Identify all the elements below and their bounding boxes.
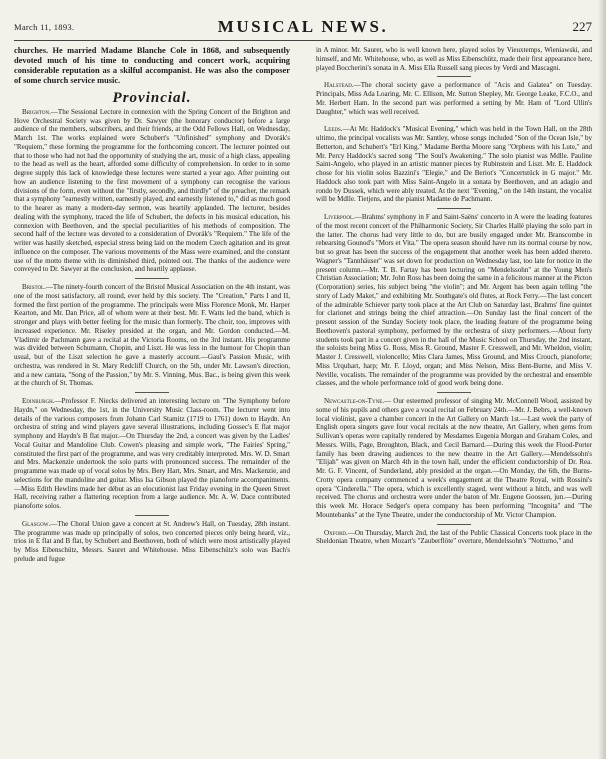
article-text: —The choral society gave a performance of "Acis and Galatea" on Tuesday. Principals, Miss Ada Loaring, Mr. C. Ellison, Mr. Sutton Shepley, Mr. George Leake, F.C.O., and Mr. Herbert Ham. In the second part was performed a setting by Mr. Ham of "Lord Ullin's Daughter," which was well received. — [316, 81, 592, 116]
left-column — [14, 46, 290, 565]
article-leeds — [316, 125, 592, 204]
article-oxford — [316, 529, 592, 547]
separator — [437, 208, 471, 209]
article-bristol — [14, 283, 290, 388]
article-text: —Professor F. Niecks delivered an interesting lecture on "The Symphony before Haydn," on Wednesday, the 1st, in the University Music Class-room. The lecturer went into details of the various composers from Johann Carl Stamitz (1719 to 1761) down to Haydn. An orchestra of string and wind players gave several illustrations, including Gossec's E flat major symphony and Haydn's B flat major.—On Thursday the 2nd, a concert was given by the Ladies' Vocal Guitar and Mandoline Club. Cowen's pleasing and simple work, "The Fairies' Spring," constituted the first part of the programme, and was very creditably interpreted. Mrs. W. D. Smart and Mrs. Mackenzie undertook the solo parts with pronounced success. The remainder of the programme was made up of vocal solos by Mrs. Bery Hart, Mrs. Smart, and Mrs. Mackenzie, and selections for the mandoline and guitar. Miss Isa Gibson played the pianoforte accompaniments.—Miss Edith Hewlins made her début as an elocutionist last Friday evening in the Queen Street Hall, receiving rather a flattering reception from a large audience. Mr. A. W. Dace contributed pianoforte solos. — [14, 397, 290, 510]
article-text: —At Mr. Haddock's "Musical Evening," which was held in the Town Hall, on the 28th ultimo, the principal vocalists was Mr. Santley, whose songs included "Son of the Ocean Isle," by Betterton, and Schubert's "Erl King." Madame Bertha Moore sang "Orpheus with his Lute," and Mr. Percy Haddock's sacred song "The Soul's Awakening." The solo pianist was Mdlle. Pauline Saint-Angelo, who played in an artistic manner pieces by Rubinstein and Liszt. Mr. E. Haddock chose for his violin solos Bazzini's "Elegie," and De Beriot's "Concertstück in G major." Mr. Haddock also took part with Miss Saint-Angelo in a sonata by Beethoven, and an adagio and rondo by Dussek, which were ably treated. At the next "Evening," on the 14th instant, the vocalist will be Mdlle. Tietjens, and the pianist Madame de Pachmann. — [316, 125, 592, 204]
article-text: —The Choral Union gave a concert at St. Andrew's Hall, on Tuesday, 28th instant. The programme was made up principally of solos, two concerted pieces only being heard, viz., trios in E flat and B flat, by Schubert and Beethoven, both of which were most artistically played by Miss Eibenschütz, Messrs. Sauret and Whitehouse. Miss Eibenschütz's solo was Bach's prelude and fugue — [14, 519, 290, 563]
separator — [135, 278, 169, 279]
article-text: —On Thursday, March 2nd, the last of the Public Classical Concerts took place in the Sheldonian Theatre, when Mozart's "Zauberflöte" overture, Mendelssohn's "Notturno," and — [316, 528, 592, 546]
article-halstead — [316, 81, 592, 116]
separator — [437, 120, 471, 121]
article-glasgow-continued: in A minor. Mr. Sauret, who is well known here, played solos by Vieuxtemps, Wieniawski, and himself, and Mr. Whitehouse, who, as well as Miss Eibenschütz, made their first appearance here, played Boccherini's sonata in A. Miss Ella Russell sang pieces by Verdi and Mascagni. — [316, 46, 592, 72]
separator — [135, 515, 169, 516]
place-name: Halstead. — [324, 81, 354, 90]
section-heading-provincial: Provincial. — [112, 90, 192, 106]
article-edinburgh — [14, 397, 290, 511]
place-name: Brighton. — [22, 107, 51, 116]
place-name: Bristol. — [22, 283, 46, 291]
article-newcastle — [316, 397, 592, 520]
issue-date: March 11, 1893. — [14, 22, 75, 32]
place-name: Newcastle-on-Tyne. — [324, 397, 385, 405]
article-text: —The Sessional Lecture in connexion with the Spring Concert of the Brighton and Hove Orchestral Society was given by Dr. Sawyer (the honorary conductor) before a large audience of the members, subscribers, and their friends, at the Odd Fellows Hall, on Wednesday, March 1st. The works explained were Schubert's "Unfinished" symphony and Dvorák's "Requiem," these forming the programme for the forthcoming concert. The lecturer pointed out that to those who had not had the opportunity of studying the art, music of a high class, appealing to the head as well as the heart, afforded some difficulty of comprehension. In order to in some degree supply this lack of knowledge these lectures were started a year ago. After pointing out how an audience listening to the first movement of a symphony can recognise the various divisions of the form, even without the "firstly, secondly, and thirdly" of the preacher, the remark that a symphony "earnestly written, earnestly played, and earnestly listened to," did as much good to the hearer as many a modern-day sermon, was heartily applauded. The lecturer, besides dealing with the symphony, traced the life of Schubert, the defects in his musical education, his connexion with Beethoven, and the special peculiarities of his methods of composition. The second half of the lecture was devoted to a consideration of Dvorák's "Requiem." The life of the writer was hastily sketched, especial stress being laid on the modern Czech agitation and its great influence on the composer. The various movements of the Mass were examined, and the constant use of the motto theme with its diminished third, pointed out. The thanks of the audience were conveyed to Dr. Sawyer at the conclusion, and heartily applause. — [14, 107, 291, 274]
article-text: —Brahms' symphony in F and Saint-Saëns' concerto in A were the leading features of the most recent concert of the Philharmonic Society, Sir Charles Hallé playing the solo part in the latter. The chorus had very little to do, but are busily engaged under Mr. Branscombe in rehearsing Gounod's "Mors et Vita." The opera season should have run its normal course by now, but so great has been the success of the engagement that another week has been added thereto. Wagner's "Tannhäuser" was set down for production on Wednesday last, too late for notice in the present column.—Mr. T. B. Fartay has been lecturing on "Mendelssohn" at the Young Men's Christian Association; Mr. John Ross has been doing the same in a felicitous manner at the Picton (Corporation) series, his subject being "the violin"; and Mr. Argent has been again telling "the story of Lady Maket," and exhibiting Mr. Southgate's old flutes, at Rock Ferry.—The last concert of the admirable Schiever party took place at the Art Club on Saturday last, Brahms' fine quintet for clarionet and strings being the chief attraction.—On Sunday last the final concert of the present session of the Sunday Society took place, the leading feature of the programme being Beethoven's pastoral symphony, performed by the orchestra of sixty performers.—About forty students took part in a concert given in the hall of the Music School on Thursday, the 2nd instant, the soloists being Miss G. Ross, Miss R. Ground, Master F. Cresswell, and Mr. Wheldon, violin; Master J. Cresswell, violoncello; Miss Clara James, Miss Ground, and Miss Crouch, pianoforte; Miss Urquhart, harp; Mr. F. Lloyd, organ; and Miss Nelson, Miss Bent-Burne, and Miss V. Neville, vocalists. The remainder of the programme was provided by the orchestral and ensemble classes, and the whole performance told of good work being done. — [316, 213, 592, 388]
article-brighton — [14, 108, 290, 274]
binding-shadow — [598, 0, 606, 759]
article-glasgow — [14, 520, 290, 564]
place-name: Oxford. — [324, 528, 348, 537]
place-name: Edinburgh. — [22, 397, 55, 405]
place-name: Glasgow. — [22, 519, 51, 528]
page-number: 227 — [572, 19, 592, 34]
obituary-ending: churches. He married Madame Blanche Cole in 1868, and subsequently devoted much of his time to conducting and concert work, acquiring considerable reputation as a skilful accompanist. He was also the composer of some church service music. — [14, 46, 290, 85]
separator — [437, 392, 471, 393]
place-name: Leeds. — [324, 125, 343, 134]
article-text: —The ninety-fourth concert of the Bristol Musical Association on the 4th instant, was one of the most satisfactory, all round, ever held by this society. The "Creation," Parts I and II, formed the first portion of the programme. The principals were Miss Florence Monk, Mr. Harper Kearton, and Mr. Dan Price, all of whom were at their best. Mr. F. Watts led the band, which is stronger and plays with better feeling for the music than formerly. The choir, too, improves with increased experience. Mr. Riseley presided at the organ, and Mr. Gordon conducted.—M. Vladimir de Pachmann gave a recital at the Victoria Rooms, on the 3rd instant. His programme was divided between Schumann, Chopin, and Liszt. He was less in the humour for Chopin than usual, but of the Liszt selection he gave a masterly account.—Gaul's Passion Music, with orchestra, was rendered in St. Mary Redcliff Church, on the 5th, under Mr. Lawson's direction, and a new cantata, "Song of the Passion," by Mr. S. Vinning, Mus. Bac., is being given this week at the church of St. Thomas. — [14, 283, 290, 388]
separator — [135, 392, 169, 393]
separator — [437, 524, 471, 525]
right-column — [316, 46, 592, 547]
place-name: Liverpool. — [324, 213, 355, 221]
header-rule — [14, 40, 592, 41]
masthead-title: MUSICAL NEWS. — [217, 17, 389, 36]
article-liverpool — [316, 213, 592, 388]
separator — [437, 76, 471, 77]
article-text: — Our esteemed professor of singing Mr. McConnell Wood, assisted by some of his pupils and others gave a vocal recital on February 24th.—Mr. J. Bebrs, a well-known local violinist, gave a chamber concert in the Art Gallery on March 1st.—Last week the party of English opera singers gave four vocal recitals at the new theatre, Art Gallery, when gems from Sullivan's operas were capitally rendered by Mesdames Eugenia Morgan and Graham Coles, and Messrs. Wills, Page, Broughton, Black, and Cecil Barnard.—During this week the Flood-Porter family has been drawing audiences to the new theatre in the Art Gallery.—Mendelssohn's "Elijah" was given on March 4th in the town hall, under the efficient conductorship of Dr. Rea. Mr. G. F. Vincent, of Sunderland, ably presided at the organ.—On Monday, the 6th, the Burns-Crotty opera company commenced a week's engagement at the Theatre Royal, with Rossini's opera "Cinderella." The opera, which is excellently staged, went without a hitch, and was well received. The chorus and orchestra were under the baton of Mr. Eugene Goossen, jun.—During this week Mr. Horace Sedger's opera company has been performing "Incognita" and "The Mountebanks" at the Tyne Theatre, under the conductorship of Mr. Victor Champion. — [316, 397, 592, 519]
